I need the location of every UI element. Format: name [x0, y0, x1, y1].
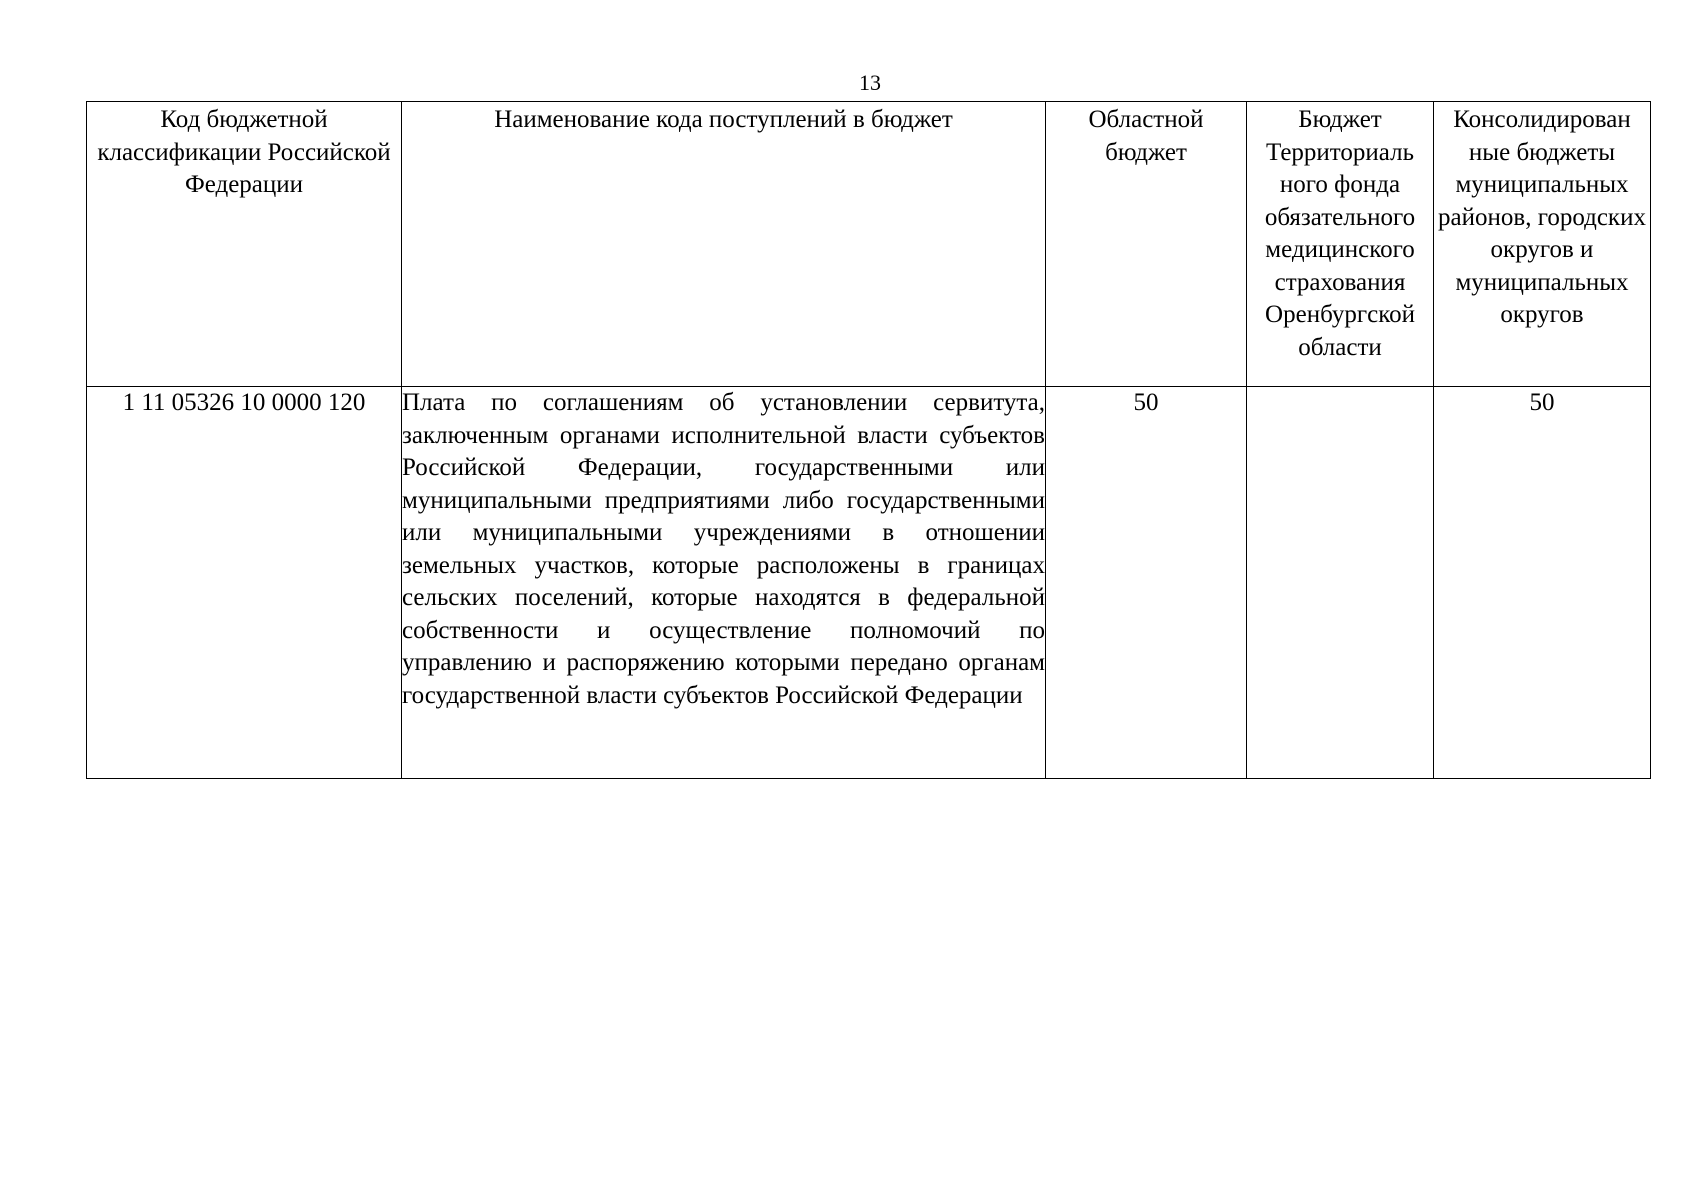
header-regional-budget: Областной бюджет [1046, 102, 1247, 387]
cell-tfoms [1247, 387, 1434, 779]
cell-regional-value: 50 [1133, 389, 1159, 416]
header-name: Наименование кода поступлений в бюджет [402, 102, 1046, 387]
cell-name: Плата по соглашениям об установлении сервитута, заключенным органами исполнительной власти субъектов Российской Федерации, государственными или муниципальными предприятиями либо государственными или муниципальными учреждениями в отношении земельных участков, которые расположены в границах сельских поселений, которые находятся в федеральной собственности и осуществление полномочий по управлению и распоряжению которыми передано органам государственной власти субъектов Российской Федерации [402, 387, 1046, 779]
header-tfoms-budget: Бюджет Территориаль ного фонда обязательного медицинского страхования Оренбургской области [1247, 102, 1434, 387]
cell-regional [1046, 387, 1247, 779]
header-code: Код бюджетной классификации Российской Федерации [87, 102, 402, 387]
header-municipal-budgets: Консолидирован ные бюджеты муниципальных районов, городских округов и муниципальных округов [1434, 102, 1651, 387]
cell-code: 1 11 05326 10 0000 120 [87, 387, 402, 779]
table-header [87, 102, 1651, 387]
budget-revenue-table [86, 101, 1651, 779]
cell-tfoms-value [1247, 387, 1433, 388]
page-number: 13 [859, 70, 881, 95]
header-row [87, 102, 1651, 387]
table-row [87, 387, 1651, 779]
table-body [87, 387, 1651, 779]
cell-municipal [1434, 387, 1651, 779]
cell-municipal-value: 50 [1529, 389, 1555, 416]
